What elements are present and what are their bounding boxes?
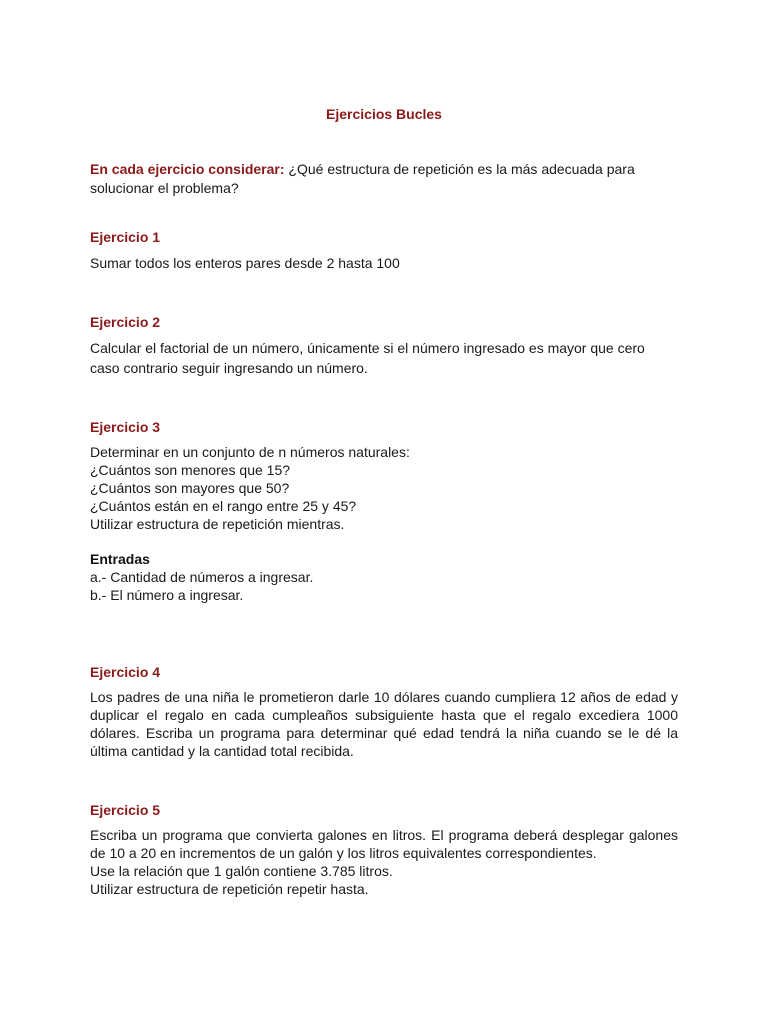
exercise-4-heading: Ejercicio 4 — [90, 664, 161, 680]
inputs-line: b.- El número a ingresar. — [90, 587, 244, 603]
inputs-heading: Entradas — [90, 551, 150, 567]
exercise-3-line: ¿Cuántos son menores que 15? — [90, 462, 291, 478]
exercise-5-line: Utilizar estructura de repetición repetir hasta. — [90, 881, 369, 897]
exercise-3-line: ¿Cuántos están en el rango entre 25 y 45? — [90, 498, 357, 514]
exercise-5-heading: Ejercicio 5 — [90, 802, 161, 818]
intro-lead: En cada ejercicio considerar: — [90, 161, 285, 177]
exercise-1-line: Sumar todos los enteros pares desde 2 hasta 100 — [90, 255, 400, 271]
inputs-line: a.- Cantidad de números a ingresar. — [90, 569, 314, 585]
exercise-1-heading: Ejercicio 1 — [90, 229, 161, 245]
exercise-5-text: Escriba un programa que convierta galones en litros. El programa deberá desplegar galones de 10 a 20 en incrementos de un galón y los litros equivalentes correspondientes. — [90, 827, 678, 861]
exercise-3-inputs — [90, 550, 678, 604]
exercise-3-body — [90, 443, 678, 533]
exercise-3-heading: Ejercicio 3 — [90, 419, 161, 435]
exercise-3-line: Utilizar estructura de repetición mientras. — [90, 516, 345, 532]
intro-text: ¿Qué estructura de repetición es la más adecuada para solucionar el problema? — [90, 161, 635, 196]
intro-paragraph — [90, 160, 678, 198]
exercise-5-line: Use la relación que 1 galón contiene 3.785 litros. — [90, 863, 393, 879]
exercise-3-line: Determinar en un conjunto de n números naturales: — [90, 444, 410, 460]
exercise-2-body: Calcular el factorial de un número, únicamente si el número ingresado es mayor que cero caso contrario seguir ingresando un número. — [90, 340, 645, 376]
exercise-3-line: ¿Cuántos son mayores que 50? — [90, 480, 290, 496]
document-title: Ejercicios Bucles — [326, 106, 442, 122]
exercise-4-body: Los padres de una niña le prometieron darle 10 dólares cuando cumpliera 12 años de edad y duplicar el regalo en cada cumpleaños subsiguiente hasta que el regalo excediera 1000 dólares. Escriba un programa para determinar qué edad tendrá la niña cuando se le dé la última cantidad y la cantidad total recibida. — [90, 689, 678, 759]
exercise-1-body — [90, 254, 678, 272]
exercise-5-body — [90, 826, 678, 898]
exercise-2-heading: Ejercicio 2 — [90, 314, 161, 330]
